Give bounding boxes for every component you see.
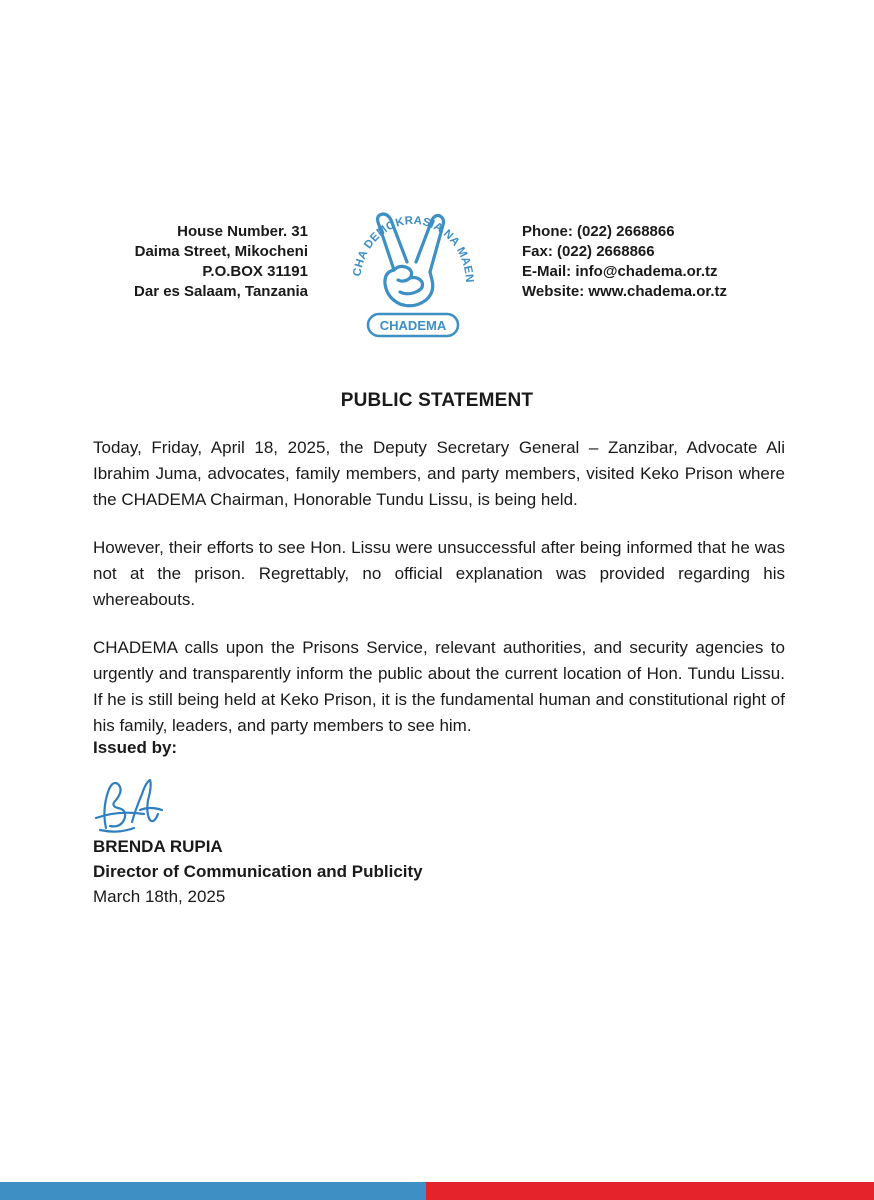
statement-paragraph: CHADEMA calls upon the Prisons Service, relevant authorities, and security agencies to urgently and transparently inform the public about the current location of Hon. Tundu Lissu. If he is still being held at Keko Prison, it is the fundamental human and constitutional right of his family, leaders, and party members to see him. [93,638,785,735]
address-line: Daima Street, Mikocheni [134,243,308,260]
statement-body [93,435,785,761]
chadema-logo [338,188,488,343]
address-line: P.O.BOX 31191 [202,263,308,280]
signatory-role: Director of Communication and Publicity [93,862,423,881]
statement-paragraph: However, their efforts to see Hon. Lissu were unsuccessful after being informed that he was not at the prison. Regrettably, no official explanation was provided regarding his whereabouts. [93,538,785,609]
footer-color-bar [0,1182,874,1200]
statement-date: March 18th, 2025 [93,887,226,906]
website-line: Website: www.chadema.or.tz [522,283,728,300]
footer-bar-red [426,1182,874,1200]
logo-badge-text: CHADEMA [379,318,447,333]
statement-title: PUBLIC STATEMENT [340,390,534,411]
email-line: E-Mail: info@chadema.or.tz [522,263,718,280]
fax-line: Fax: (022) 2668866 [522,243,655,260]
issued-by-label: Issued by: [93,738,178,757]
handwritten-signature [88,770,170,840]
letterhead-contacts [522,222,822,302]
statement-paragraph: Today, Friday, April 18, 2025, the Deputy Secretary General – Zanzibar, Advocate Ali Ibrahim Juma, advocates, family members, and party members, visited Keko Prison where the CHADEMA Chairman, Honorable Tundu Lissu, is being held. [93,438,785,509]
address-line: House Number. 31 [177,223,308,240]
logo-ring-text: CHA DEMOKRASIA NA MAEN [351,214,476,284]
address-line: Dar es Salaam, Tanzania [134,283,308,300]
letterhead-address [100,222,308,302]
signature-block [93,834,423,909]
footer-bar-blue [0,1182,426,1200]
signatory-name: BRENDA RUPIA [93,837,223,856]
phone-line: Phone: (022) 2668866 [522,223,675,240]
